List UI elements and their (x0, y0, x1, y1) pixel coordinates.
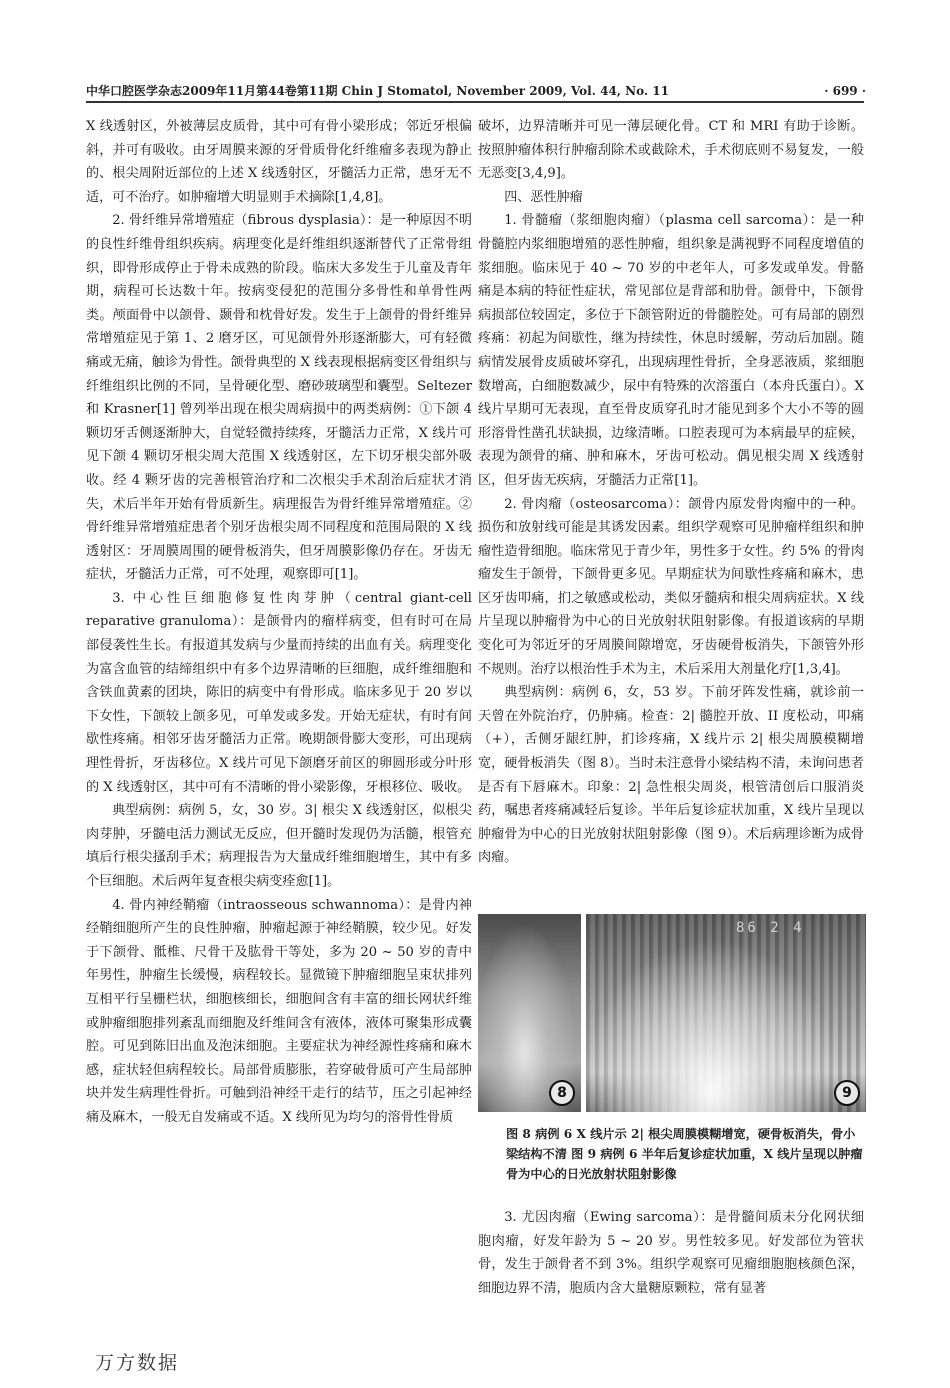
paragraph: 3. 中心性巨细胞修复性肉芽肿（central giant-cell reparative granuloma）：是颌骨内的瘤样病变，但有时可在局部侵袭性生长。有报道其发病与少量而持续的出血有关。病理变化为富含血管的结缔组织中有多个边界清晰的巨细胞，成纤维细胞和含铁血黄素的团块，陈旧的病变中有骨形成。临床多见于 20 岁以下女性，下颌较上颌多见，可单发或多发。开始无症状，有时有间歇性疼痛。相邻牙齿牙髓活力正常。晚期颌骨膨大变形，可出现病理性骨折，牙齿移位。X 线片可见下颌磨牙前区的卵圆形或分叶形的 X 线透射区，其中可有不清晰的骨小梁影像，牙根移位、吸收。 (86, 590, 472, 795)
paragraph: X 线透射区，外被薄层皮质骨，其中可有骨小梁形成；邻近牙根偏斜，并可有吸收。由牙周膜来源的牙骨质骨化纤维瘤多表现为静止的、根尖周附近部位的上述 X 线透射区，牙髓活力正常，患牙无不适，可不治疗。如肿瘤增大明显则手术摘除[1,4,8]。 (86, 119, 472, 205)
xray-image-fig9 (586, 914, 866, 1112)
film-annotation: 86 2 4 (736, 920, 805, 936)
paragraph: 1. 骨髓瘤（浆细胞肉瘤）（plasma cell sarcoma）：是一种骨髓腔内浆细胞增殖的恶性肿瘤，组织象是满视野不同程度增值的浆细胞。临床见于 40 ~ 70 岁的中老年人，可多发或单发。骨骼痛是本病的特征性症状，常见部位是背部和肋骨。颌骨中，下颌骨病损部位较固定，多位于下颌管附近的骨髓腔处。可有局部的剧烈疼痛：初起为间歇性，继为持续性，休息时缓解，劳动后加剧。随病情发展骨皮质破坏穿孔，出现病理性骨折，全身恶液质，浆细胞数增高，白细胞数减少，尿中有特殊的次溶蛋白（本舟氏蛋白）。X 线片早期可无表现，直至骨皮质穿孔时才能见到多个大小不等的圆形溶骨性凿孔状缺损，边缘清晰。口腔表现可为本病最早的症候，表现为颌骨的痛、肿和麻木，牙齿可松动。偶见根尖周 X 线透射区，但牙齿无疾病，牙髓活力正常[1]。 (478, 213, 864, 488)
paragraph: 典型病例：病例 5，女，30 岁。3| 根尖 X 线透射区，似根尖肉芽肿，牙髓电活力测试无反应，但开髓时发现仍为活髓，根管充填后行根尖搔刮手术；病理报告为大量成纤维细胞增生，其中有多个巨细胞。术后两年复查根尖病变痊愈[1]。 (86, 803, 472, 889)
figure-number-badge: 9 (834, 1080, 860, 1106)
xray-image-fig8 (478, 914, 581, 1112)
paragraph: 典型病例：病例 6，女，53 岁。下前牙阵发性痛，就诊前一天曾在外院治疗，仍肿痛。检查：2| 髓腔开放、II 度松动，叩痛（+），舌侧牙龈红肿，扪诊疼痛，X 线片示 2| 根尖周膜模糊增宽，硬骨板消失（图 8）。当时未注意骨小梁结构不清，未询问患者是否有下唇麻木。印象：2| 急性根尖周炎，根管清创后口服消炎药，嘱患者疼痛减轻后复诊。半年后复诊症状加重，X 线片呈现以肿瘤骨为中心的日光放射状阻射影像（图 9）。术后病理诊断为成骨肉瘤。 (478, 685, 864, 866)
right-column (478, 115, 864, 870)
figure-number-badge: 8 (549, 1080, 575, 1106)
section-heading: 四、恶性肿瘤 (504, 189, 583, 205)
page-number: · 699 · (824, 83, 866, 98)
journal-citation: 中华口腔医学杂志2009年11月第44卷第11期 Chin J Stomatol, November 2009, Vol. 44, No. 11 (86, 84, 669, 98)
paragraph: 破坏，边界清晰并可见一薄层硬化骨。CT 和 MRI 有助于诊断。按照肿瘤体积行肿瘤刮除术或截除术，手术彻底则不易复发，一般无恶变[3,4,9]。 (478, 119, 864, 182)
header-rule (86, 101, 864, 103)
left-column (86, 115, 472, 1130)
paragraph: 2. 骨纤维异常增殖症（fibrous dysplasia）：是一种原因不明的良性纤维骨组织疾病。病理变化是纤维组织逐渐替代了正常骨组织，即骨形成停止于骨未成熟的阶段。临床大多发生于儿童及青年期，病程可长达数十年。按病变侵犯的范围分多骨性和单骨性两类。颅面骨中以颌骨、颞骨和枕骨好发。发生于上颌骨的骨纤维异常增殖症见于第 1、2 磨牙区，可见颌骨外形逐渐膨大，可有轻微痛或无痛，触诊为骨性。颌骨典型的 X 线表现根据病变区骨组织与纤维组织比例的不同，呈骨硬化型、磨砂玻璃型和囊型。Seltezer 和 Krasner[1] 曾列举出现在根尖周病损中的两类病例：①下颌 4 颗切牙舌侧逐渐肿大，自觉轻微持续疼，牙髓活力正常，X 线片可见下颌 4 颗切牙根尖周大范围 X 线透射区，左下切牙根尖部外吸收。经 4 颗牙齿的完善根管治疗和二次根尖手术刮治后症状才消失，术后半年开始有骨质新生。病理报告为骨纤维异常增殖症。②骨纤维异常增殖症患者个别牙齿根尖周不同程度和范围局限的 X 线透射区：牙周膜周围的硬骨板消失，但牙周膜影像仍存在。牙齿无症状，牙髓活力正常，可不处理，观察即可[1]。 (86, 213, 472, 583)
figure-panel (478, 914, 866, 1112)
paragraph: 2. 骨肉瘤（osteosarcoma）：颌骨内原发骨肉瘤中的一种。损伤和放射线可能是其诱发因素。组织学观察可见肿瘤样组织和肿瘤性造骨细胞。临床常见于青少年，男性多于女性。约 5% 的骨肉瘤发生于颌骨，下颌骨更多见。早期症状为间歇性疼痛和麻木，患区牙齿叩痛，扪之敏感或松动，类似牙髓病和根尖周病症状。X 线片呈现以肿瘤骨为中心的日光放射状阻射影像。有报道该病的早期变化可为邻近牙的牙周膜间隙增宽，牙齿硬骨板消失，下颌管外形不规则。治疗以根治性手术为主，术后采用大剂量化疗[1,3,4]。 (478, 496, 864, 677)
running-header (86, 82, 866, 99)
watermark-text: 万方数据 (95, 1352, 180, 1374)
paragraph: 3. 尤因肉瘤（Ewing sarcoma）：是骨髓间质未分化网状细胞肉瘤，好发年龄为 5 ~ 20 岁。男性较多见。好发部位为管状骨，发生于颌骨者不到 3%。组织学观察可见瘤细胞胞核颜色深，细胞边界不清，胞质内含大量糖原颗粒，常有显著 (478, 1210, 864, 1296)
paragraph: 4. 骨内神经鞘瘤（intraosseous schwannoma）：是骨内神经鞘细胞所产生的良性肿瘤，肿瘤起源于神经鞘膜，较少见。好发于下颌骨、骶椎、尺骨干及肱骨干等处，多为 20 ~ 50 岁的青中年男性，肿瘤生长缓慢，病程较长。显微镜下肿瘤细胞呈束状排列互相平行呈栅栏状，细胞核细长，细胞间含有丰富的细长网状纤维或肿瘤细胞排列紊乱而细胞及纤维间含有液体，液体可聚集形成囊腔。可见到陈旧出血及泡沫细胞。主要症状为神经源性疼痛和麻木感，症状轻但病程较长。局部骨质膨胀，若穿破骨质可产生局部肿块并发生病理性骨折。可触到沿神经干走行的结节，压之引起神经痛及麻木，一般无自发痛或不适。X 线所见为均匀的溶骨性骨质 (86, 897, 472, 1125)
figure-caption: 图 8 病例 6 X 线片示 2| 根尖周膜模糊增宽，硬骨板消失，骨小梁结构不清 图 9 病例 6 半年后复诊症状加重，X 线片呈现以肿瘤骨为中心的日光放射状阻射影像 (506, 1127, 863, 1181)
right-column-continued (478, 1206, 864, 1300)
